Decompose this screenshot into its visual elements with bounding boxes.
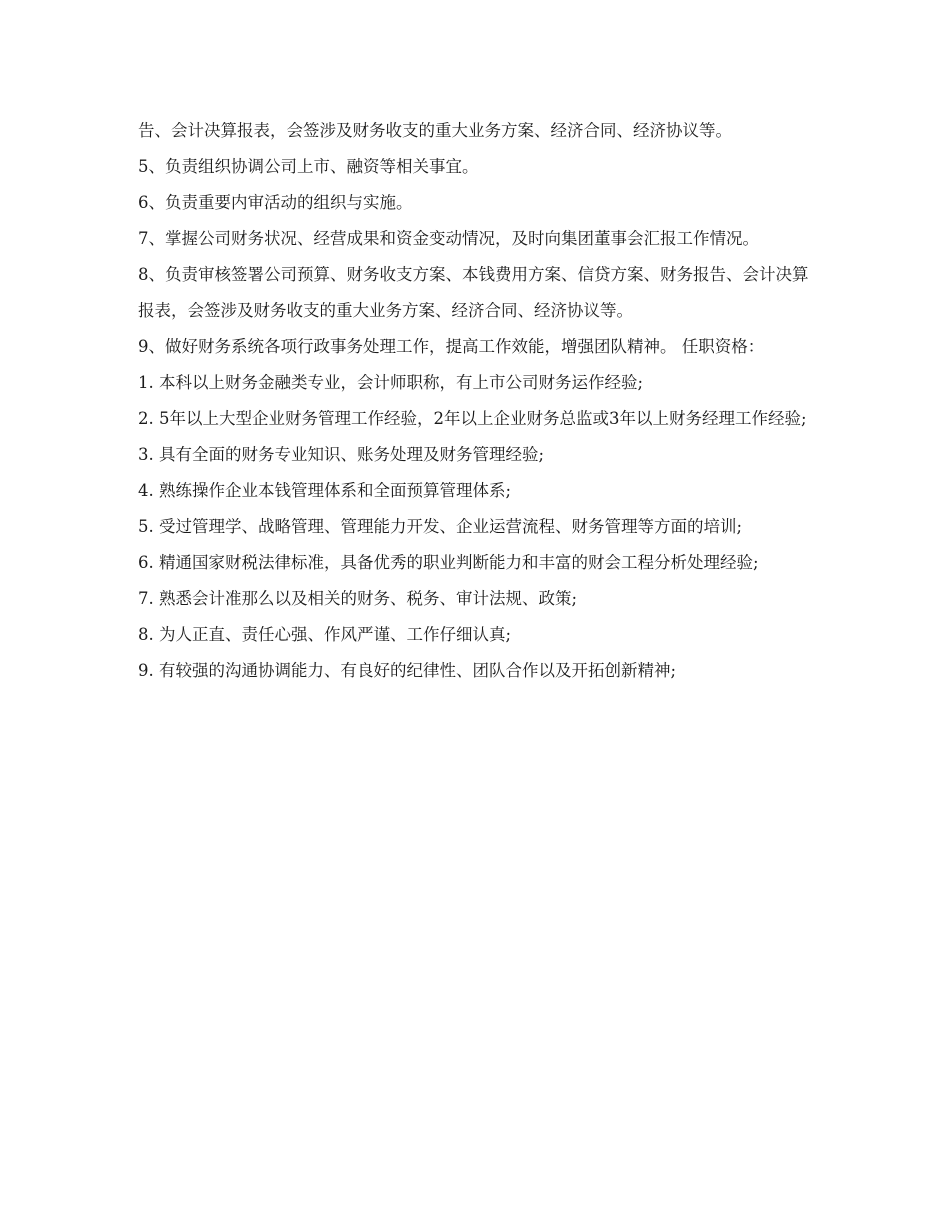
paragraph-requirement-9: 9. 有较强的沟通协调能力、有良好的纪律性、团队合作以及开拓创新精神; <box>138 661 677 680</box>
paragraph-requirement-3: 3. 具有全面的财务专业知识、账务处理及财务管理经验; <box>138 445 545 464</box>
paragraph-requirement-4: 4. 熟练操作企业本钱管理体系和全面预算管理体系; <box>138 481 512 500</box>
paragraph-requirement-7: 7. 熟悉会计准那么以及相关的财务、税务、审计法规、政策; <box>138 589 578 608</box>
paragraph-duty-8: 8、负责审核签署公司预算、财务收支方案、本钱费用方案、信贷方案、财务报告、会计决算报表，会签涉及财务收支的重大业务方案、经济合同、经济协议等。 <box>138 265 809 320</box>
paragraph-requirement-2: 2. 5年以上大型企业财务管理工作经验，2年以上企业财务总监或3年以上财务经理工作经验; <box>138 409 807 428</box>
paragraph-requirement-6: 6. 精通国家财税法律标准，具备优秀的职业判断能力和丰富的财会工程分析处理经验; <box>138 553 759 572</box>
paragraph-report-continuation: 告、会计决算报表，会签涉及财务收支的重大业务方案、经济合同、经济协议等。 <box>138 121 732 140</box>
paragraph-duty-7: 7、掌握公司财务状况、经营成果和资金变动情况，及时向集团董事会汇报工作情况。 <box>138 229 759 248</box>
paragraph-duty-5: 5、负责组织协调公司上市、融资等相关事宜。 <box>138 157 479 176</box>
paragraph-duty-6: 6、负责重要内审活动的组织与实施。 <box>138 193 413 212</box>
paragraph-duty-9: 9、做好财务系统各项行政事务处理工作，提高工作效能，增强团队精神。 任职资格： <box>138 337 765 356</box>
document-body <box>138 113 818 689</box>
paragraph-requirement-5: 5. 受过管理学、战略管理、管理能力开发、企业运营流程、财务管理等方面的培训; <box>138 517 743 536</box>
paragraph-requirement-8: 8. 为人正直、责任心强、作风严谨、工作仔细认真; <box>138 625 512 644</box>
paragraph-requirement-1: 1. 本科以上财务金融类专业，会计师职称，有上市公司财务运作经验; <box>138 373 644 392</box>
